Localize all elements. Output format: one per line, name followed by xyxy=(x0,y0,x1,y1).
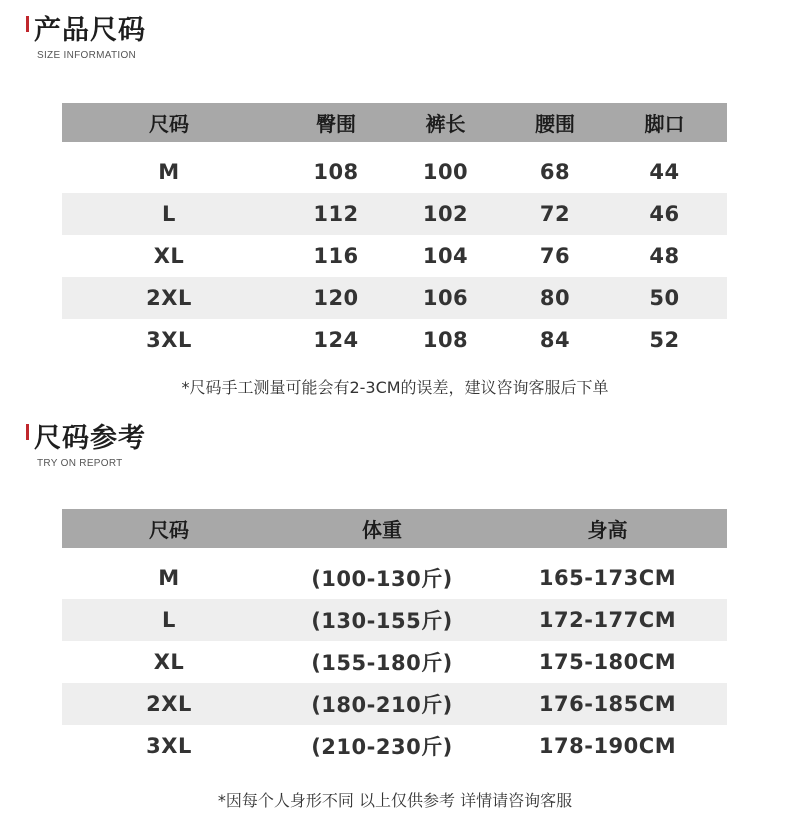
cell-hem: 48 xyxy=(649,244,680,268)
table-row xyxy=(62,641,727,683)
table-row xyxy=(62,193,727,235)
cell-height: 172-177CM xyxy=(538,608,677,632)
cell-length: 102 xyxy=(422,202,469,226)
try-on-table xyxy=(62,509,727,767)
cell-waist: 68 xyxy=(539,160,571,184)
cell-size: XL xyxy=(153,244,185,268)
table-row xyxy=(62,557,727,599)
cell-length: 104 xyxy=(422,244,469,268)
header-cell-length: 裤长 xyxy=(425,112,466,136)
accent-bar xyxy=(26,424,29,440)
header-cell-hip: 臀围 xyxy=(316,112,356,136)
cell-size: 2XL xyxy=(146,692,192,716)
header-cell-size: 尺码 xyxy=(149,112,189,136)
cell-hem: 50 xyxy=(649,286,680,310)
cell-waist: 76 xyxy=(539,244,571,268)
accent-bar xyxy=(26,16,29,32)
header-cell-size: 尺码 xyxy=(149,518,189,542)
reference-note: *因每个人身形不同 以上仅供参考 详情请咨询客服 xyxy=(217,791,573,810)
cell-hip: 124 xyxy=(313,328,359,352)
cell-weight: (210-230斤) xyxy=(311,735,453,759)
cell-waist: 84 xyxy=(539,328,571,352)
section-subtitle: SIZE INFORMATION xyxy=(37,50,137,61)
cell-hem: 46 xyxy=(649,202,680,226)
table-row xyxy=(62,683,727,725)
section-title: 尺码参考 xyxy=(34,423,146,454)
cell-weight: (130-155斤) xyxy=(311,609,453,633)
cell-height: 165-173CM xyxy=(538,566,677,590)
cell-weight: (180-210斤) xyxy=(311,693,453,717)
cell-height: 178-190CM xyxy=(538,734,677,758)
cell-size: M xyxy=(158,160,180,184)
section-title: 产品尺码 xyxy=(34,15,146,46)
cell-length: 100 xyxy=(422,160,469,184)
cell-size: L xyxy=(162,608,176,632)
cell-hip: 120 xyxy=(313,286,359,310)
table-row xyxy=(62,319,727,361)
cell-weight: (100-130斤) xyxy=(311,567,453,591)
cell-length: 106 xyxy=(422,286,469,310)
cell-waist: 80 xyxy=(539,286,571,310)
cell-size: 2XL xyxy=(146,286,192,310)
cell-height: 175-180CM xyxy=(538,650,677,674)
cell-size: XL xyxy=(153,650,185,674)
cell-hem: 44 xyxy=(649,160,680,184)
cell-hem: 52 xyxy=(649,328,680,352)
cell-size: L xyxy=(162,202,176,226)
table-row xyxy=(62,725,727,767)
header-cell-waist: 腰围 xyxy=(535,112,575,136)
size-info-table xyxy=(62,103,727,361)
header-cell-weight: 体重 xyxy=(362,518,402,542)
cell-weight: (155-180斤) xyxy=(311,651,453,675)
cell-hip: 112 xyxy=(313,202,359,226)
table-row xyxy=(62,235,727,277)
table-row xyxy=(62,151,727,193)
table-row xyxy=(62,277,727,319)
table-row xyxy=(62,599,727,641)
section-subtitle: TRY ON REPORT xyxy=(37,458,123,469)
table-header xyxy=(62,103,727,142)
cell-size: 3XL xyxy=(146,328,192,352)
table-header xyxy=(62,509,727,548)
header-cell-height: 身高 xyxy=(587,518,628,542)
cell-length: 108 xyxy=(422,328,469,352)
cell-height: 176-185CM xyxy=(538,692,677,716)
measurement-note: *尺码手工测量可能会有2-3CM的误差，建议咨询客服后下单 xyxy=(181,378,609,397)
cell-hip: 116 xyxy=(313,244,359,268)
header-cell-hem: 脚口 xyxy=(644,112,685,136)
cell-size: M xyxy=(158,566,180,590)
cell-size: 3XL xyxy=(146,734,192,758)
cell-waist: 72 xyxy=(539,202,571,226)
cell-hip: 108 xyxy=(313,160,359,184)
